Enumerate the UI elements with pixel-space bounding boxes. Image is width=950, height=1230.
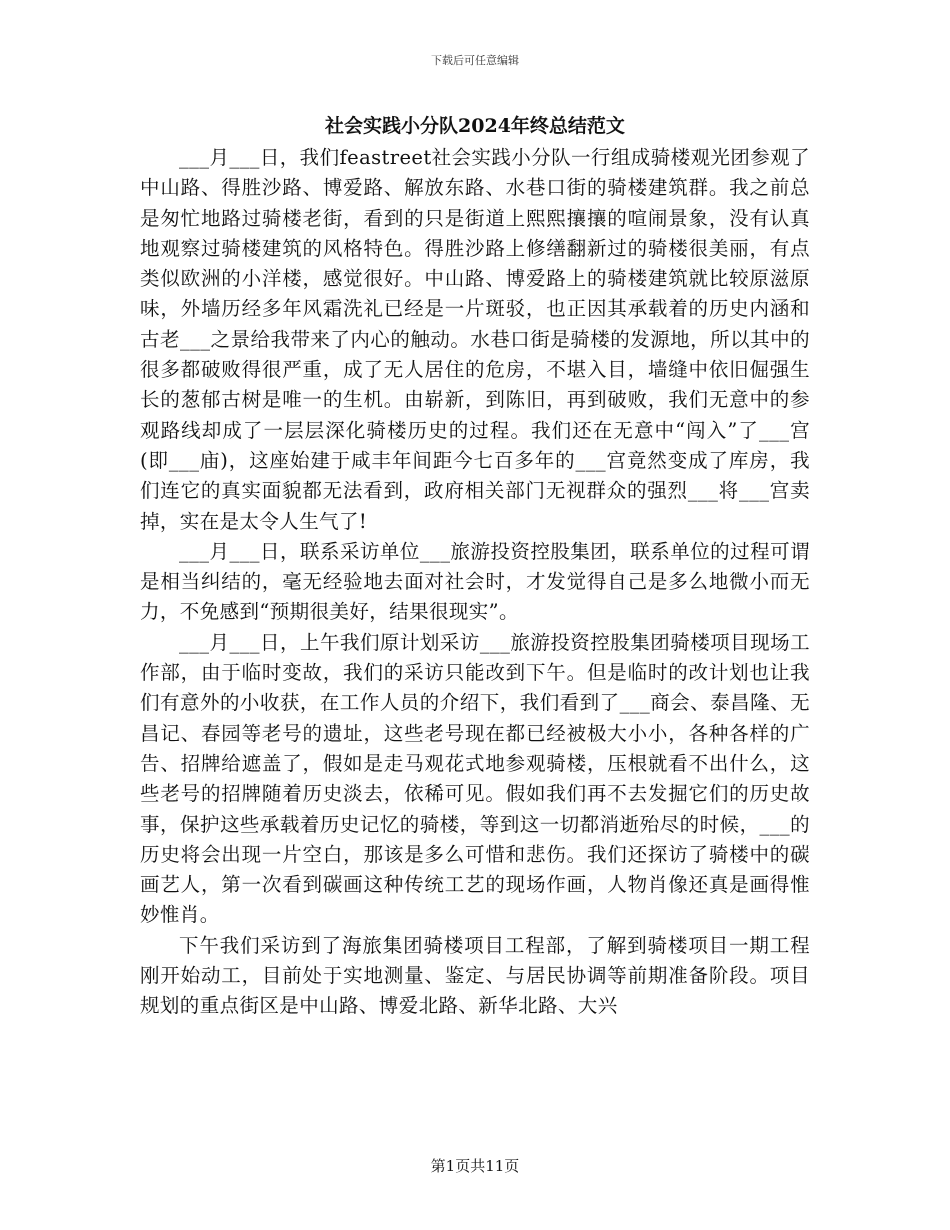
- paragraph-1: ___月___日，我们feastreet社会实践小分队一行组成骑楼观光团参观了中山路、得胜沙路、博爱路、解放东路、水巷口街的骑楼建筑群。我之前总是匆忙地路过骑楼老街，看到的只是街道上熙熙攘攘的喧闹景象，没有认真地观察过骑楼建筑的风格特色。得胜沙路上修缮翻新过的骑楼很美丽，有点类似欧洲的小洋楼，感觉很好。中山路、博爱路上的骑楼建筑就比较原滋原味，外墙历经多年风霜洗礼已经是一片斑驳，也正因其承载着的历史内涵和古老___之景给我带来了内心的触动。水巷口街是骑楼的发源地，所以其中的很多都破败得很严重，成了无人居住的危房，不堪入目，墙缝中依旧倔强生长的葱郁古树是唯一的生机。由崭新，到陈旧，再到破败，我们无意中的参观路线却成了一层层深化骑楼历史的过程。我们还在无意中“闯入”了___宫(即___庙)，这座始建于咸丰年间距今七百多年的___宫竟然变成了库房，我们连它的真实面貌都无法看到，政府相关部门无视群众的强烈___将___宫卖掉，实在是太令人生气了!: [140, 146, 810, 533]
- paragraph-2: ___月___日，联系采访单位___旅游投资控股集团，联系单位的过程可谓是相当纠结的，毫无经验地去面对社会时，才发觉得自己是多么地微小而无力，不免感到“预期很美好，结果很现实”。: [140, 539, 810, 624]
- document-body: [140, 143, 810, 1022]
- page-header-note: 下载后可任意编辑: [431, 54, 519, 67]
- document-title: 社会实践小分队2024年终总结范文: [325, 115, 625, 137]
- page-number: 第1页共11页: [430, 1157, 520, 1175]
- paragraph-3: ___月___日，上午我们原计划采访___旅游投资控股集团骑楼项目现场工作部，由于临时变故，我们的采访只能改到下午。但是临时的改计划也让我们有意外的小收获，在工作人员的介绍下，我们看到了___商会、泰昌隆、无昌记、春园等老号的遗址，这些老号现在都已经被极大小小，各种各样的广告、招牌给遮盖了，假如是走马观花式地参观骑楼，压根就看不出什么，这些老号的招牌随着历史淡去，依稀可见。假如我们再不去发掘它们的历史故事，保护这些承载着历史记忆的骑楼，等到这一切都消逝殆尽的时候，___的历史将会出现一片空白，那该是多么可惜和悲伤。我们还探访了骑楼中的碳画艺人，第一次看到碳画这种传统工艺的现场作画，人物肖像还真是画得惟妙惟肖。: [140, 630, 810, 927]
- paragraph-4: 下午我们采访到了海旅集团骑楼项目工程部，了解到骑楼项目一期工程刚开始动工，目前处于实地测量、鉴定、与居民协调等前期准备阶段。项目规划的重点街区是中山路、博爱北路、新华北路、大兴: [140, 933, 810, 1018]
